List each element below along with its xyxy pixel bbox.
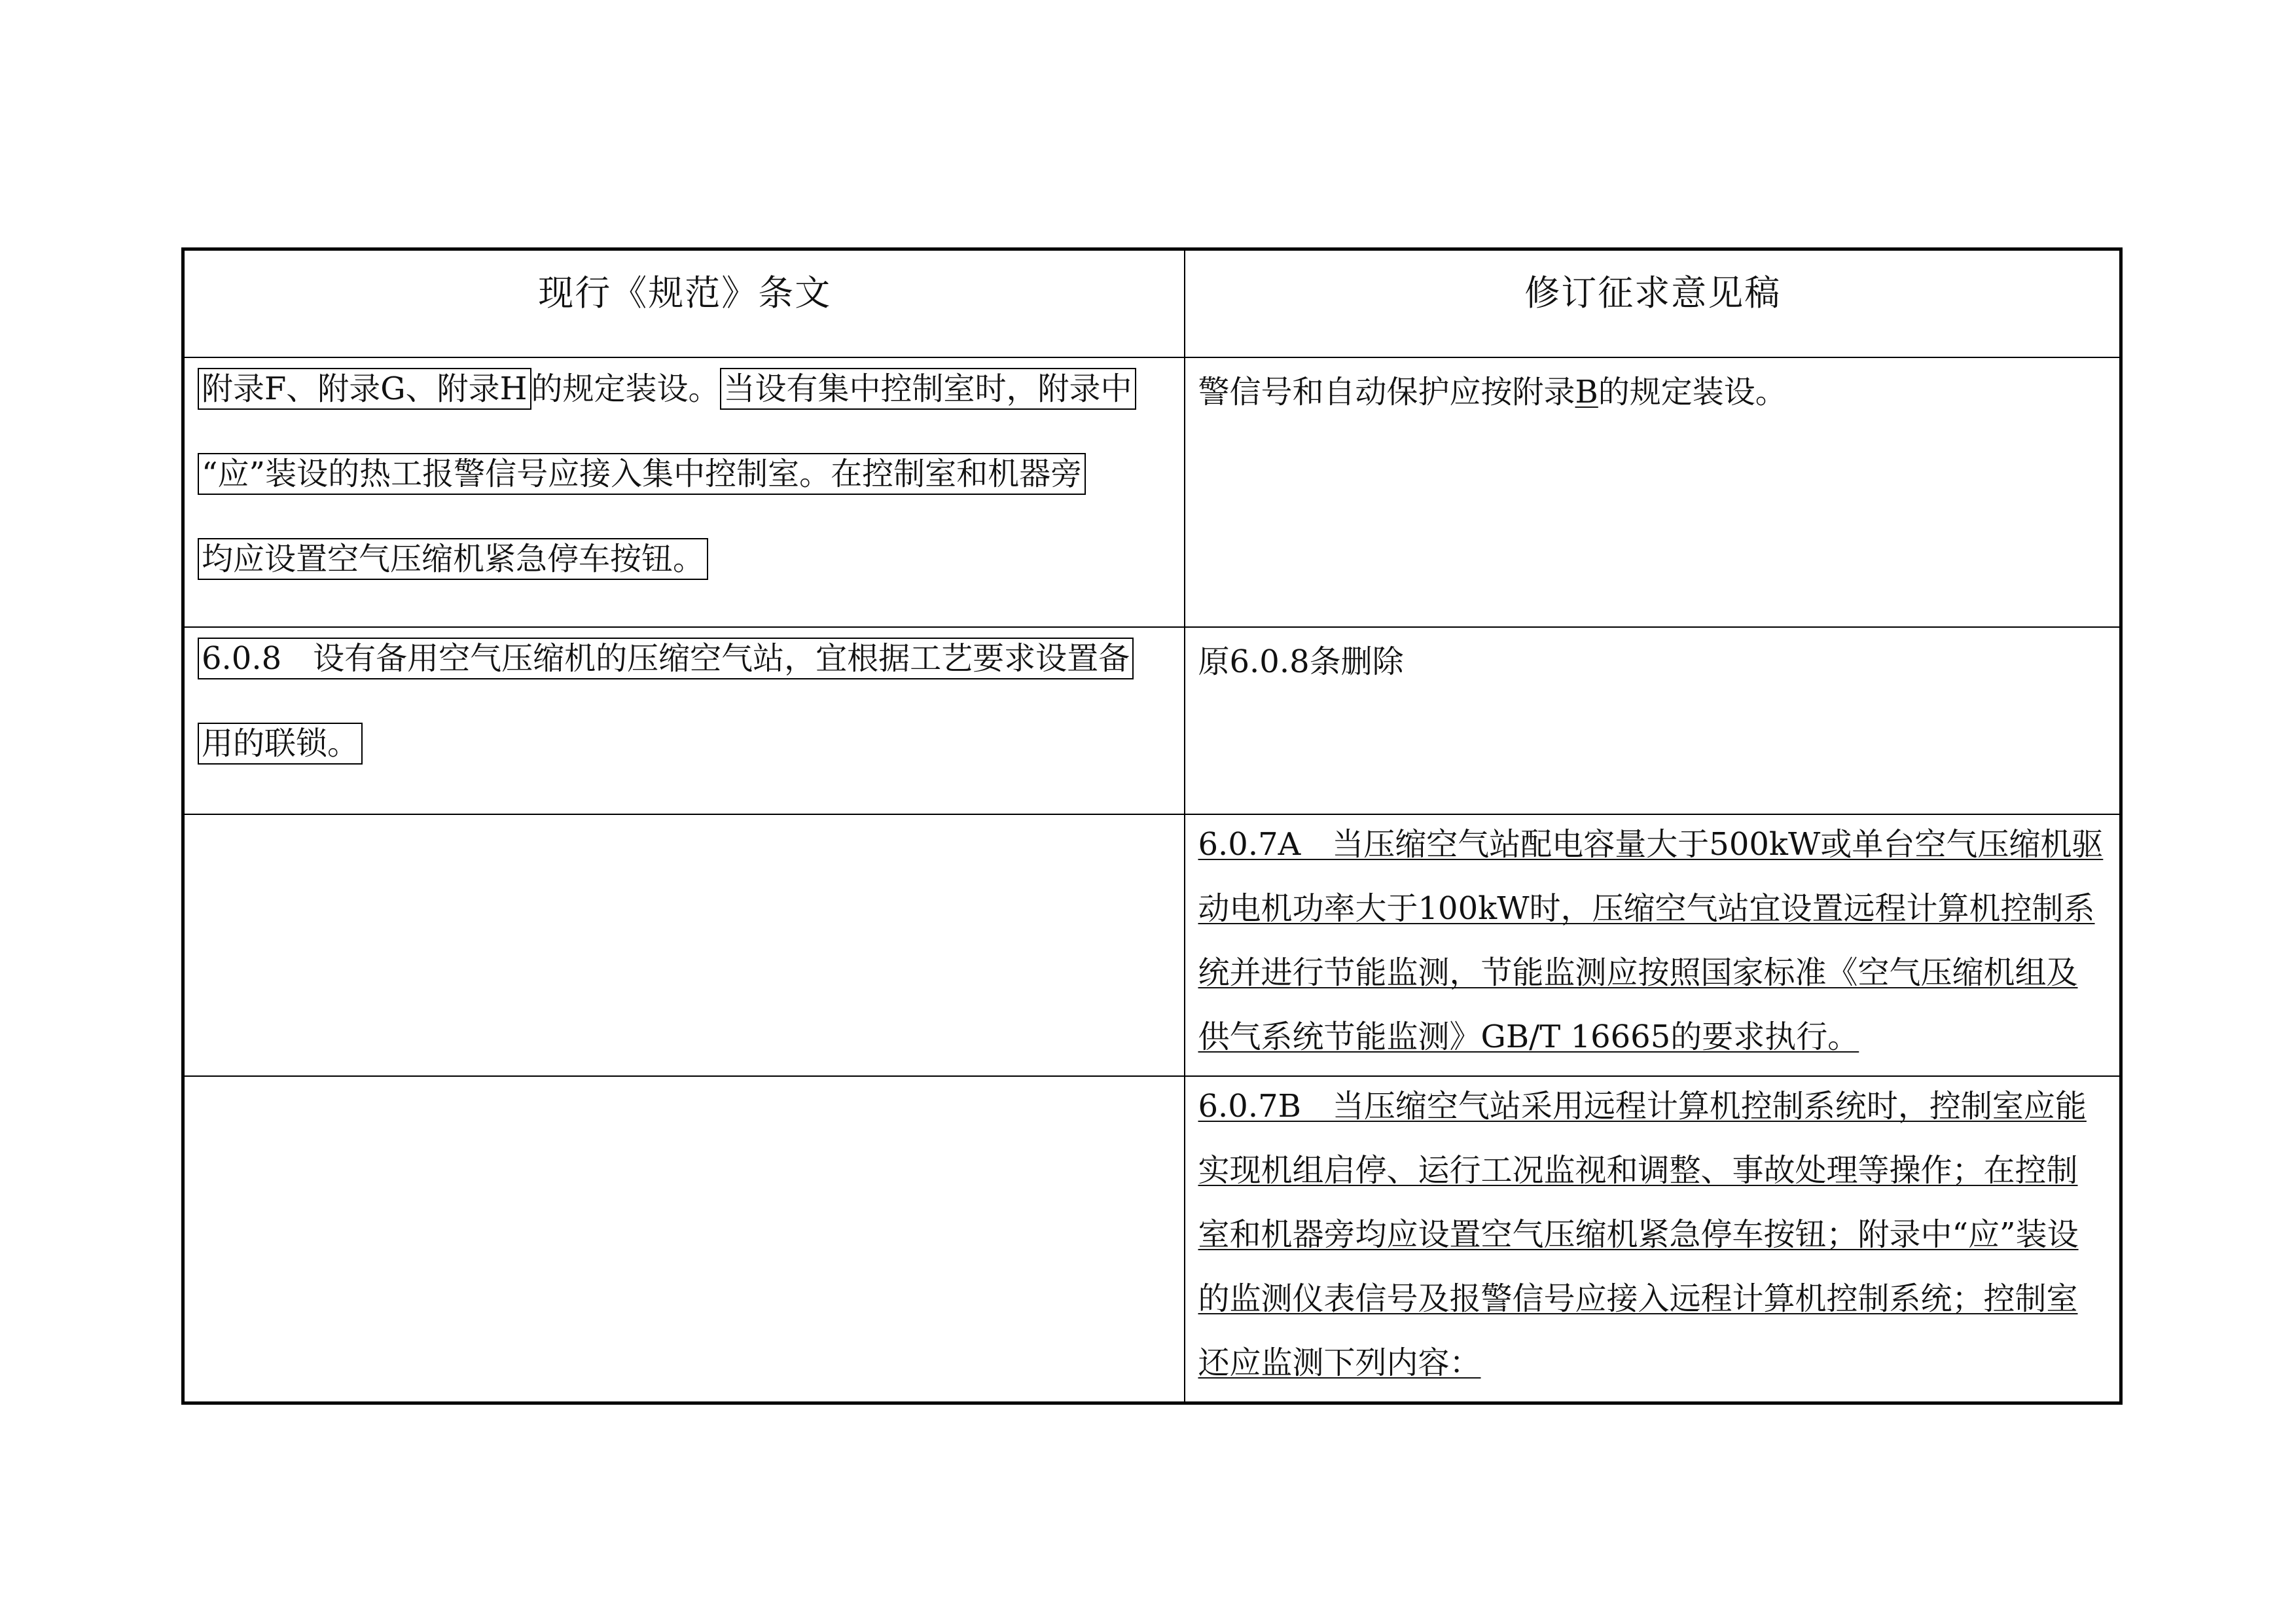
table-row	[183, 357, 2121, 627]
current-clause-text	[198, 357, 1172, 602]
boxed-text: 6.0.8 设有备用空气压缩机的压缩空气站，宜根据工艺要求设置备	[198, 638, 1134, 679]
revision-draft-cell	[1185, 357, 2121, 627]
current-clause-text	[198, 627, 1172, 786]
current-clause-cell	[183, 357, 1185, 627]
revision-draft-cell	[1185, 814, 2121, 1076]
underlined-text: B	[1575, 374, 1598, 410]
revision-draft-cell	[1185, 627, 2121, 814]
plain-text: 的规定装设。	[531, 370, 720, 407]
comparison-table	[181, 247, 2123, 1405]
revision-draft-text: 6.0.7B 当压缩空气站采用远程计算机控制系统时，控制室应能实现机组启停、运行工况监视和调整、事故处理等操作；在控制室和机器旁均应设置空气压缩机紧急停车按钮；附录中“应”装设的监测仪表信号及报警信号应接入远程计算机控制系统；控制室还应监测下列内容：	[1198, 1088, 2087, 1381]
boxed-text: 用的联锁。	[198, 723, 363, 765]
current-clause-cell	[183, 814, 1185, 1076]
current-clause-cell	[183, 1076, 1185, 1403]
header-revision-draft: 修订征求意见稿	[1185, 249, 2121, 358]
header-current-clause: 现行《规范》条文	[183, 249, 1185, 358]
table-header-row	[183, 249, 2121, 358]
revision-draft-text: 6.0.7A 当压缩空气站配电容量大于500kW或单台空气压缩机驱动电机功率大于100kW时，压缩空气站宜设置远程计算机控制系统并进行节能监测，节能监测应按照国家标准《空气压缩机组及供气系统节能监测》GB/T 16665的要求执行。	[1198, 826, 2104, 1055]
boxed-text: 附录F、附录G、附录H	[198, 368, 531, 410]
revision-draft-text: 警信号和自动保护应按附录B的规定装设。	[1198, 374, 1787, 410]
current-clause-cell	[183, 627, 1185, 814]
table-row	[183, 1076, 2121, 1403]
table-row	[183, 627, 2121, 814]
table-row	[183, 814, 2121, 1076]
boxed-text: “应”装设的热工报警信号应接入集中控制室。在控制室和机器旁	[198, 453, 1086, 495]
revision-draft-text: 原6.0.8条删除	[1198, 643, 1404, 680]
boxed-text: 均应设置空气压缩机紧急停车按钮。	[198, 538, 708, 580]
boxed-text: 当设有集中控制室时，附录中	[720, 368, 1136, 410]
revision-draft-cell	[1185, 1076, 2121, 1403]
